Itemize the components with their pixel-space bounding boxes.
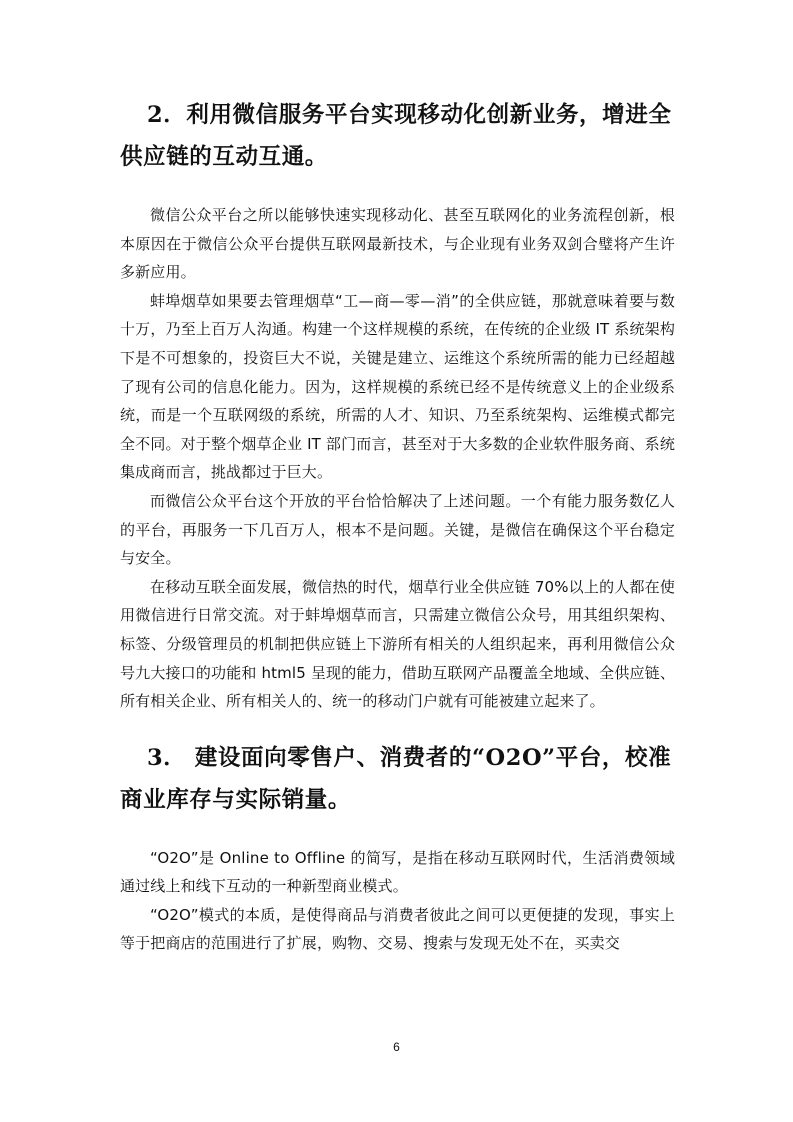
section-heading-3: 3． 建设面向零售户、消费者的“O2O”平台，校准商业库存与实际销量。 [120,744,672,813]
paragraph: 蚌埠烟草如果要去管理烟草“工—商—零—消”的全供应链，那就意味着要与数十万，乃至上百万人沟通。构建一个这样规模的系统，在传统的企业级 IT 系统架构下是不可想象的，投资巨大不说，关键是建立、运维这个系统所需的能力已经超越了现有公司的信息化能力。因为，这样规模的系统已经不是传统意义上的企业级系统，而是一个互联网级的系统，所需的人才、知识、乃至系统架构、运维模式都完全不同。对于整个烟草企业 IT 部门而言，甚至对于大多数的企业软件服务商、系统集成商而言，挑战都过于巨大。 [120,291,675,482]
section-heading-2: 2．利用微信服务平台实现移动化创新业务，增进全供应链的互动互通。 [120,102,672,170]
spacer [120,716,675,737]
page-content [120,94,675,958]
paragraph: 在移动互联全面发展，微信热的时代，烟草行业全供应链 70%以上的人都在使用微信进行日常交流。对于蚌埠烟草而言，只需建立微信公众号，用其组织架构、标签、分级管理员的机制把供应链上下游所有相关的人组织起来，再利用微信公众号九大接口的功能和 html5 呈现的能力，借助互联网产品覆盖全地域、全供应链、所有相关企业、所有相关人的、统一的移动门户就有可能被建立起来了。 [120,577,675,711]
page-number: 6 [393,1040,400,1054]
paragraph: 微信公众平台之所以能够快速实现移动化、甚至互联网化的业务流程创新，根本原因在于微信公众平台提供互联网最新技术，与企业现有业务双剑合璧将产生许多新应用。 [120,206,675,282]
paragraph: “O2O”模式的本质，是使得商品与消费者彼此之间可以更便捷的发现，事实上等于把商店的范围进行了扩展，购物、交易、搜索与发现无处不在，买卖交 [120,905,675,953]
spacer [120,178,675,201]
paragraph: “O2O”是 Online to Offline 的简写，是指在移动互联网时代，生活消费领域通过线上和线下互动的一种新型商业模式。 [120,848,675,896]
spacer [120,821,675,844]
paragraph: 而微信公众平台这个开放的平台恰恰解决了上述问题。一个有能力服务数亿人的平台，再服务一下几百万人，根本不是问题。关键，是微信在确保这个平台稳定与安全。 [120,491,675,568]
